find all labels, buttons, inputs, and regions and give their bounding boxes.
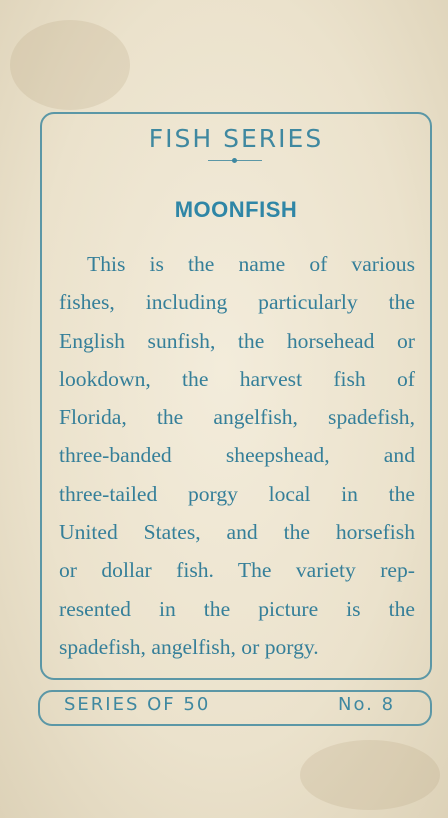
series-heading: FISH SERIES xyxy=(148,124,324,153)
paper-stain xyxy=(10,20,130,110)
card-number: No. 8 xyxy=(338,694,396,715)
description-line: three-banded sheepshead, and xyxy=(59,443,415,468)
description-line: United States, and the horsefish xyxy=(59,520,415,545)
description-text xyxy=(59,245,415,666)
description-line: or dollar fish. The variety rep- xyxy=(59,558,415,583)
paper-stain xyxy=(300,740,440,810)
description-line: spadefish, angelfish, or porgy. xyxy=(59,634,319,659)
description-line: three-tailed porgy local in the xyxy=(59,481,415,506)
description-line: English sunfish, the horsehead or xyxy=(59,328,415,353)
description-line: lookdown, the harvest fish of xyxy=(59,366,415,391)
description-line: Florida, the angelfish, spadefish, xyxy=(59,405,415,430)
card-title: MOONFISH xyxy=(174,197,298,222)
series-count: SERIES OF 50 xyxy=(64,694,211,715)
divider-dot xyxy=(232,158,237,163)
description-line: resented in the picture is the xyxy=(59,596,415,621)
description-line: fishes, including particularly the xyxy=(59,290,415,315)
description-line: This is the name of various xyxy=(87,252,415,276)
